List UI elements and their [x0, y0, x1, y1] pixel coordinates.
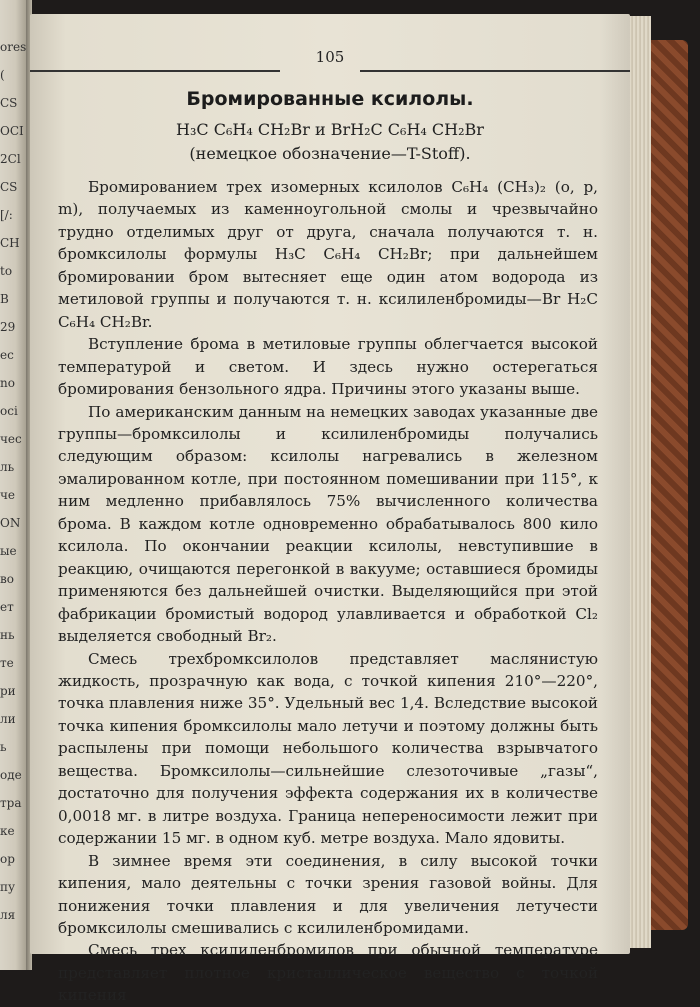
facing-page-fragment: ля: [0, 908, 16, 922]
paragraph: Бромированием трех изомерных ксилолов C₆H₄ (CH₃)₂ (o, p, m), получаемых из каменноугольной смолы и чрезвычайно трудно отделимых друг от друга, сначала получаются т. н. бромксилолы формулы H₃C C₆H₄ CH₂Br; при дальнейшем бромировании бром вытесняет еще один атом водорода из метиловой группы и получаются т. н. ксилиленбромиды—Br H₂C C₆H₄ CH₂Br.: [58, 178, 598, 331]
facing-page-fragment: оде: [0, 768, 22, 782]
paragraph: По американским данным на немецких заводах указанные две группы—бромксилолы и ксилиленбромиды получались следующим образом: ксилолы нагревались в железном эмалированном котле, при постоянном помешивании при 115°, к ним медленно прибавлялось 75% вычисленного количества брома. В каждом котле одновременно обрабатывалось 800 кило ксилола. По окончании реакции ксилолы, невступившие в реакцию, очищаются перегонкой в вакууме; оставшиеся бромиды применяются без дальнейшей очистки. Выделяющийся при этой фабрикации бромистый водород улавливается и обработкой Cl₂ выделяется свободный Br₂.: [58, 402, 598, 646]
facing-page-fragment: B: [0, 292, 9, 306]
page-number: 105: [315, 48, 345, 66]
facing-page-fragment: 29: [0, 320, 16, 334]
facing-page-fragment: oci: [0, 404, 18, 418]
facing-page-fragment: no: [0, 376, 15, 390]
book-page: [30, 14, 630, 1005]
facing-page-fragment: ри: [0, 684, 16, 698]
facing-page-fragment: ores: [0, 40, 26, 54]
facing-page-fragment: CH: [0, 236, 20, 250]
facing-page-fragment: ор: [0, 852, 15, 866]
facing-page-fragment: (: [0, 68, 5, 82]
header-rule-left: [30, 70, 280, 72]
facing-page-fragment: че: [0, 488, 16, 502]
facing-page-fragment: ON: [0, 516, 21, 530]
book-cover-edge: [648, 40, 688, 930]
facing-page-fragment: CS: [0, 180, 18, 194]
facing-page-fragment: 2Cl: [0, 152, 21, 166]
facing-page-fragment: во: [0, 572, 14, 586]
facing-page-fragment: to: [0, 264, 13, 278]
facing-page-fragment: те: [0, 656, 14, 670]
paragraph: Смесь трехбромксилолов представляет маслянистую жидкость, прозрачную как вода, с точкой кипения 210°—220°, точка плавления ниже 35°. Удельный вес 1,4. Вследствие высокой точка кипения бромксилолы мало летучи и поэтому должны быть распылены при помощи небольшого количества взрывчатого вещества. Бромксилолы—сильнейшие слезоточивые „газы“, достаточно для получения эффекта содержания их в количестве 0,0018 мг. в литре воздуха. Граница непереносимости лежит при содержании 15 мг. в одном куб. метре воздуха. Мало ядовиты.: [58, 649, 598, 848]
facing-page-fragment: нь: [0, 628, 15, 642]
facing-page-fragment: OCI: [0, 124, 24, 138]
facing-page-fragment: ые: [0, 544, 17, 558]
formula-note: (немецкое обозначение—T-Stoff).: [189, 144, 471, 163]
header-rule-right: [360, 70, 630, 72]
facing-page-fragment: пу: [0, 880, 16, 894]
facing-page-fragment: ль: [0, 460, 15, 474]
page-stack-edges: [628, 16, 651, 948]
facing-page-fragment: CS: [0, 96, 18, 110]
formula-line: H₃C C₆H₄ CH₂Br и BrH₂C C₆H₄ CH₂Br: [176, 120, 484, 139]
facing-page-fragment: чес: [0, 432, 22, 446]
facing-page-fragment: ет: [0, 600, 14, 614]
facing-page-fragment: ли: [0, 712, 16, 726]
facing-page-fragment: ке: [0, 824, 15, 838]
facing-page-edge: [0, 0, 26, 970]
section-title: Бромированные ксилолы.: [186, 88, 474, 110]
body-text: [58, 176, 598, 1007]
facing-page-fragment: ь: [0, 740, 7, 754]
paragraph: Смесь трех ксилиленбромидов при обычной температуре представляет плотное кристаллическое вещество с точкой кипения: [58, 941, 598, 1005]
paragraph: Вступление брома в метиловые группы облегчается высокой температурой и светом. И здесь нужно остерегаться бромирования бензольного ядра. Причины этого указаны выше.: [58, 335, 598, 399]
facing-page-fragment: тра: [0, 796, 22, 810]
paragraph: В зимнее время эти соединения, в силу высокой точки кипения, мало деятельны с точки зрения газовой войны. Для понижения точки плавления и для увеличения летучести бромксилолы смешивались с ксилиленбромидами.: [58, 851, 598, 937]
facing-page-fragment: ec: [0, 348, 14, 362]
facing-page-fragment: [/:: [0, 208, 13, 222]
